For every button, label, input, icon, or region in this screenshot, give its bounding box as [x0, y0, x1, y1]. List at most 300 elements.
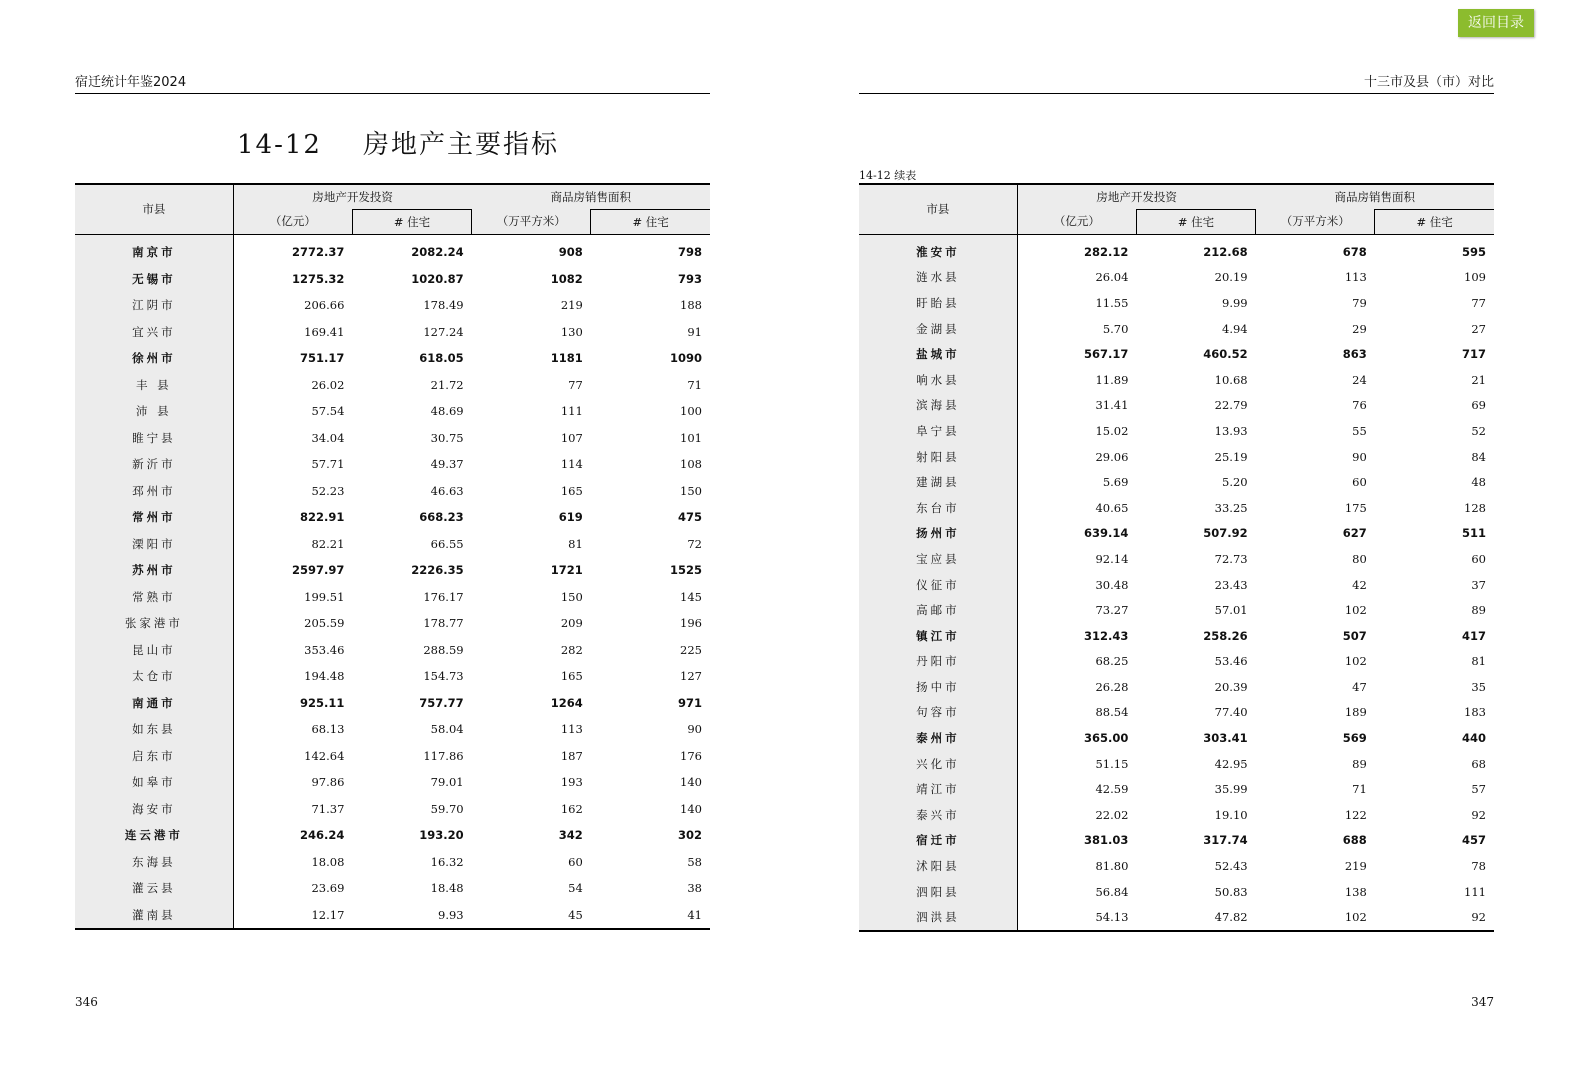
investment-housing-cell: 21.72	[430, 377, 464, 392]
table-row	[75, 610, 710, 637]
table-row	[75, 451, 710, 478]
header-region: 市县	[859, 184, 1017, 235]
investment-housing-cell: 303.41	[1203, 731, 1248, 746]
investment-housing-cell: 1020.87	[411, 271, 464, 286]
region-name-cell: 扬州市	[859, 521, 1017, 547]
sales-area-cell: 165	[560, 669, 583, 684]
investment-cell: 2772.37	[292, 245, 345, 260]
table-row	[859, 367, 1494, 393]
investment-cell: 42.59	[1095, 782, 1129, 797]
region-name-cell: 东台市	[859, 495, 1017, 521]
sales-area-cell: 113	[560, 722, 583, 737]
investment-cell: 639.14	[1084, 526, 1129, 541]
sales-area-housing-cell: 417	[1461, 628, 1486, 643]
sales-area-housing-cell: 511	[1461, 526, 1486, 541]
sales-area-housing-cell: 38	[687, 881, 702, 896]
sales-area-housing-cell: 196	[680, 616, 702, 631]
investment-cell: 822.91	[300, 510, 345, 525]
investment-housing-cell: 30.75	[430, 430, 464, 445]
table-row	[75, 557, 710, 584]
region-name-cell: 镇江市	[859, 623, 1017, 649]
region-name-cell: 仪征市	[859, 572, 1017, 598]
region-name-cell: 溧阳市	[75, 531, 233, 558]
sales-area-cell: 863	[1342, 347, 1367, 362]
investment-housing-cell: 72.73	[1214, 551, 1248, 566]
investment-cell: 26.02	[311, 377, 345, 392]
investment-cell: 26.28	[1095, 679, 1129, 694]
header-sales-area: 商品房销售面积	[472, 184, 710, 210]
investment-cell: 73.27	[1095, 603, 1129, 618]
investment-housing-cell: 127.24	[423, 324, 464, 339]
table-row	[859, 444, 1494, 470]
sales-area-housing-cell: 109	[1464, 270, 1486, 285]
region-name-cell: 宜兴市	[75, 319, 233, 346]
sales-area-housing-cell: 145	[680, 589, 702, 604]
sales-area-cell: 42	[1352, 577, 1367, 592]
table-row	[859, 649, 1494, 675]
sales-area-cell: 47	[1352, 679, 1367, 694]
investment-housing-cell: 23.43	[1214, 577, 1248, 592]
sales-area-cell: 55	[1352, 423, 1367, 438]
table-row	[75, 372, 710, 399]
region-name-cell: 灌南县	[75, 902, 233, 930]
table-row	[75, 235, 710, 266]
sales-area-cell: 209	[560, 616, 583, 631]
investment-cell: 81.80	[1095, 859, 1129, 874]
sales-area-housing-cell: 89	[1471, 603, 1486, 618]
investment-cell: 54.13	[1095, 910, 1129, 925]
investment-cell: 567.17	[1084, 347, 1129, 362]
region-name-cell: 射阳县	[859, 444, 1017, 470]
region-name-cell: 泗洪县	[859, 904, 1017, 931]
region-name-cell: 南京市	[75, 235, 233, 266]
sales-area-housing-cell: 81	[1471, 654, 1486, 669]
investment-housing-cell: 317.74	[1203, 833, 1248, 848]
sales-area-cell: 89	[1352, 756, 1367, 771]
investment-housing-cell: 178.49	[423, 298, 464, 313]
table-row	[75, 822, 710, 849]
investment-cell: 15.02	[1095, 423, 1129, 438]
sales-area-housing-cell: 1090	[669, 351, 702, 366]
investment-housing-cell: 20.19	[1214, 270, 1248, 285]
table-row	[859, 751, 1494, 777]
investment-housing-cell: 35.99	[1214, 782, 1248, 797]
sales-area-housing-cell: 78	[1471, 859, 1486, 874]
investment-housing-cell: 58.04	[430, 722, 464, 737]
running-head-right: 十三市及县（市）对比	[859, 74, 1494, 94]
page-number-left: 346	[75, 995, 98, 1009]
table-row	[859, 265, 1494, 291]
sales-area-cell: 282	[560, 642, 583, 657]
table-row	[859, 341, 1494, 367]
sales-area-cell: 342	[558, 828, 583, 843]
sales-area-housing-cell: 35	[1471, 679, 1486, 694]
region-name-cell: 句容市	[859, 700, 1017, 726]
sales-area-housing-cell: 57	[1471, 782, 1486, 797]
table-right	[859, 183, 1494, 932]
sales-area-cell: 80	[1352, 551, 1367, 566]
table-row	[75, 531, 710, 558]
table-row	[75, 849, 710, 876]
region-name-cell: 建湖县	[859, 469, 1017, 495]
header-housing-2: # 住宅	[591, 210, 710, 235]
table-row	[859, 623, 1494, 649]
sales-area-housing-cell: 111	[1464, 884, 1486, 899]
sales-area-housing-cell: 176	[680, 748, 702, 763]
investment-housing-cell: 52.43	[1214, 859, 1248, 874]
investment-cell: 169.41	[304, 324, 345, 339]
sales-area-cell: 102	[1344, 654, 1367, 669]
table-row	[859, 674, 1494, 700]
investment-cell: 381.03	[1084, 833, 1129, 848]
investment-cell: 52.23	[311, 483, 345, 498]
region-name-cell: 兴化市	[859, 751, 1017, 777]
table-left	[75, 183, 710, 930]
sales-area-housing-cell: 798	[677, 245, 702, 260]
page-title: 14-12 房地产主要指标	[237, 130, 560, 160]
sales-area-housing-cell: 72	[687, 536, 702, 551]
investment-cell: 40.65	[1095, 500, 1129, 515]
investment-housing-cell: 4.94	[1222, 321, 1248, 336]
table-left-body	[75, 235, 710, 930]
sales-area-housing-cell: 225	[680, 642, 702, 657]
sales-area-cell: 162	[560, 801, 583, 816]
investment-cell: 12.17	[311, 907, 345, 922]
sales-area-housing-cell: 101	[680, 430, 702, 445]
investment-housing-cell: 49.37	[430, 457, 464, 472]
region-name-cell: 灌云县	[75, 875, 233, 902]
region-name-cell: 泗阳县	[859, 879, 1017, 905]
region-name-cell: 金湖县	[859, 316, 1017, 342]
header-investment-unit: （亿元）	[1017, 210, 1136, 235]
sales-area-housing-cell: 92	[1471, 910, 1486, 925]
investment-housing-cell: 618.05	[419, 351, 464, 366]
sales-area-cell: 76	[1352, 398, 1367, 413]
table-row	[859, 776, 1494, 802]
table-row	[75, 716, 710, 743]
region-name-cell: 苏州市	[75, 557, 233, 584]
sales-area-housing-cell: 457	[1461, 833, 1486, 848]
region-name-cell: 沛 县	[75, 398, 233, 425]
sales-area-housing-cell: 595	[1461, 244, 1486, 259]
sales-area-housing-cell: 140	[680, 775, 702, 790]
table-row	[859, 597, 1494, 623]
header-sales-unit: （万平方米）	[1256, 210, 1375, 235]
investment-cell: 142.64	[304, 748, 345, 763]
table-row	[859, 393, 1494, 419]
sales-area-cell: 1264	[550, 695, 583, 710]
sales-area-cell: 54	[568, 881, 583, 896]
header-region: 市县	[75, 184, 233, 235]
investment-housing-cell: 507.92	[1203, 526, 1248, 541]
table-row	[75, 743, 710, 770]
sales-area-housing-cell: 188	[680, 298, 702, 313]
investment-housing-cell: 25.19	[1214, 449, 1248, 464]
investment-housing-cell: 59.70	[430, 801, 464, 816]
sales-area-cell: 569	[1342, 731, 1367, 746]
table-row	[859, 904, 1494, 931]
sales-area-housing-cell: 128	[1464, 500, 1486, 515]
table-right-body	[859, 235, 1494, 932]
sales-area-housing-cell: 21	[1471, 372, 1486, 387]
investment-cell: 82.21	[311, 536, 345, 551]
investment-housing-cell: 50.83	[1214, 884, 1248, 899]
header-housing: # 住宅	[1136, 210, 1255, 235]
sales-area-cell: 193	[560, 775, 583, 790]
region-name-cell: 无锡市	[75, 266, 233, 293]
region-name-cell: 丰 县	[75, 372, 233, 399]
region-name-cell: 泰州市	[859, 725, 1017, 751]
sales-area-cell: 165	[560, 483, 583, 498]
table-row	[859, 290, 1494, 316]
investment-housing-cell: 757.77	[419, 695, 464, 710]
region-name-cell: 沭阳县	[859, 853, 1017, 879]
region-name-cell: 靖江市	[859, 776, 1017, 802]
region-name-cell: 邳州市	[75, 478, 233, 505]
region-name-cell: 盱眙县	[859, 290, 1017, 316]
sales-area-cell: 77	[568, 377, 583, 392]
investment-cell: 22.02	[1095, 807, 1129, 822]
investment-housing-cell: 117.86	[423, 748, 464, 763]
region-name-cell: 昆山市	[75, 637, 233, 664]
investment-cell: 206.66	[304, 298, 345, 313]
investment-housing-cell: 460.52	[1203, 347, 1248, 362]
investment-housing-cell: 16.32	[430, 854, 464, 869]
region-name-cell: 睢宁县	[75, 425, 233, 452]
sales-area-cell: 81	[568, 536, 583, 551]
continuation-label: 14-12 续表	[859, 169, 917, 182]
table-row	[75, 690, 710, 717]
table-row	[75, 266, 710, 293]
sales-area-housing-cell: 1525	[669, 563, 702, 578]
investment-cell: 751.17	[300, 351, 345, 366]
region-name-cell: 涟水县	[859, 265, 1017, 291]
investment-housing-cell: 258.26	[1203, 628, 1248, 643]
investment-cell: 88.54	[1095, 705, 1129, 720]
table-row	[75, 875, 710, 902]
region-name-cell: 启东市	[75, 743, 233, 770]
sales-area-cell: 113	[1344, 270, 1367, 285]
sales-area-cell: 908	[558, 245, 583, 260]
investment-cell: 365.00	[1084, 731, 1129, 746]
region-name-cell: 常州市	[75, 504, 233, 531]
header-sales-area: 商品房销售面积	[1256, 184, 1494, 210]
sales-area-housing-cell: 793	[677, 271, 702, 286]
investment-housing-cell: 79.01	[430, 775, 464, 790]
region-name-cell: 高邮市	[859, 597, 1017, 623]
region-name-cell: 连云港市	[75, 822, 233, 849]
header-housing-2: # 住宅	[1375, 210, 1494, 235]
region-name-cell: 阜宁县	[859, 418, 1017, 444]
investment-housing-cell: 42.95	[1214, 756, 1248, 771]
page-number-right: 347	[1471, 995, 1494, 1009]
investment-housing-cell: 77.40	[1214, 705, 1248, 720]
table-row	[75, 425, 710, 452]
investment-cell: 30.48	[1095, 577, 1129, 592]
region-name-cell: 海安市	[75, 796, 233, 823]
sales-area-housing-cell: 48	[1471, 475, 1486, 490]
sales-area-housing-cell: 69	[1471, 398, 1486, 413]
sales-area-housing-cell: 90	[687, 722, 702, 737]
investment-cell: 282.12	[1084, 244, 1129, 259]
sales-area-cell: 60	[1352, 475, 1367, 490]
investment-housing-cell: 18.48	[430, 881, 464, 896]
region-name-cell: 南通市	[75, 690, 233, 717]
investment-cell: 97.86	[311, 775, 345, 790]
investment-housing-cell: 9.99	[1222, 295, 1248, 310]
investment-housing-cell: 13.93	[1214, 423, 1248, 438]
investment-housing-cell: 53.46	[1214, 654, 1248, 669]
sales-area-cell: 107	[560, 430, 583, 445]
table-row	[75, 478, 710, 505]
table-row	[75, 637, 710, 664]
investment-cell: 199.51	[304, 589, 345, 604]
investment-housing-cell: 46.63	[430, 483, 464, 498]
region-name-cell: 宝应县	[859, 546, 1017, 572]
sales-area-housing-cell: 108	[680, 457, 702, 472]
investment-housing-cell: 176.17	[423, 589, 464, 604]
table-row	[75, 663, 710, 690]
investment-cell: 2597.97	[292, 563, 345, 578]
investment-cell: 57.71	[311, 457, 345, 472]
sales-area-housing-cell: 58	[687, 854, 702, 869]
region-name-cell: 常熟市	[75, 584, 233, 611]
investment-cell: 312.43	[1084, 628, 1129, 643]
region-name-cell: 江阴市	[75, 292, 233, 319]
investment-cell: 23.69	[311, 881, 345, 896]
sales-area-cell: 187	[560, 748, 583, 763]
sales-area-cell: 1082	[550, 271, 583, 286]
table-row	[75, 796, 710, 823]
sales-area-cell: 90	[1352, 449, 1367, 464]
investment-housing-cell: 668.23	[419, 510, 464, 525]
investment-housing-cell: 154.73	[423, 669, 464, 684]
investment-cell: 5.70	[1102, 321, 1129, 336]
region-name-cell: 泰兴市	[859, 802, 1017, 828]
region-name-cell: 东海县	[75, 849, 233, 876]
sales-area-housing-cell: 440	[1461, 731, 1486, 746]
sales-area-housing-cell: 92	[1471, 807, 1486, 822]
table-row	[75, 319, 710, 346]
header-sales-unit: （万平方米）	[472, 210, 591, 235]
sales-area-housing-cell: 302	[677, 828, 702, 843]
investment-housing-cell: 66.55	[430, 536, 464, 551]
sales-area-cell: 60	[568, 854, 583, 869]
sales-area-housing-cell: 71	[687, 377, 702, 392]
table-row	[859, 802, 1494, 828]
sales-area-cell: 1181	[550, 351, 583, 366]
table-row	[859, 879, 1494, 905]
investment-cell: 68.25	[1095, 654, 1129, 669]
sales-area-housing-cell: 127	[680, 669, 702, 684]
investment-housing-cell: 48.69	[430, 404, 464, 419]
sales-area-cell: 678	[1342, 244, 1367, 259]
table-row	[859, 521, 1494, 547]
table-row	[859, 546, 1494, 572]
investment-cell: 57.54	[311, 404, 345, 419]
region-name-cell: 如皋市	[75, 769, 233, 796]
region-name-cell: 淮安市	[859, 235, 1017, 265]
investment-cell: 353.46	[304, 642, 345, 657]
region-name-cell: 太仓市	[75, 663, 233, 690]
investment-cell: 56.84	[1095, 884, 1129, 899]
sales-area-cell: 130	[560, 324, 583, 339]
table-row	[859, 700, 1494, 726]
investment-cell: 68.13	[311, 722, 345, 737]
sales-area-cell: 24	[1352, 372, 1367, 387]
sales-area-cell: 688	[1342, 833, 1367, 848]
table-row	[75, 902, 710, 930]
investment-housing-cell: 212.68	[1203, 244, 1248, 259]
sales-area-cell: 150	[560, 589, 583, 604]
sales-area-housing-cell: 77	[1471, 295, 1486, 310]
investment-housing-cell: 2082.24	[411, 245, 464, 260]
sales-area-cell: 111	[560, 404, 583, 419]
investment-cell: 1275.32	[292, 271, 345, 286]
investment-cell: 11.89	[1095, 372, 1129, 387]
investment-cell: 34.04	[311, 430, 345, 445]
sales-area-housing-cell: 52	[1471, 423, 1486, 438]
table-row	[75, 504, 710, 531]
investment-housing-cell: 193.20	[419, 828, 464, 843]
sales-area-housing-cell: 68	[1471, 756, 1486, 771]
sales-area-housing-cell: 971	[677, 695, 702, 710]
header-investment-unit: （亿元）	[233, 210, 352, 235]
investment-cell: 925.11	[300, 695, 345, 710]
sales-area-cell: 627	[1342, 526, 1367, 541]
sales-area-cell: 1721	[550, 563, 583, 578]
investment-housing-cell: 57.01	[1214, 603, 1248, 618]
sales-area-cell: 102	[1344, 910, 1367, 925]
table-row	[859, 316, 1494, 342]
investment-housing-cell: 22.79	[1214, 398, 1248, 413]
investment-housing-cell: 47.82	[1214, 910, 1248, 925]
investment-cell: 71.37	[311, 801, 345, 816]
sales-area-cell: 219	[560, 298, 583, 313]
table-row	[859, 725, 1494, 751]
investment-cell: 205.59	[304, 616, 345, 631]
sales-area-housing-cell: 183	[1464, 705, 1486, 720]
region-name-cell: 响水县	[859, 367, 1017, 393]
investment-housing-cell: 33.25	[1214, 500, 1248, 515]
table-row	[859, 235, 1494, 265]
sales-area-cell: 29	[1352, 321, 1367, 336]
investment-housing-cell: 20.39	[1214, 679, 1248, 694]
sales-area-housing-cell: 41	[687, 907, 702, 922]
back-to-contents-button[interactable]: 返回目录	[1458, 9, 1534, 37]
table-row	[75, 398, 710, 425]
sales-area-housing-cell: 100	[680, 404, 702, 419]
region-name-cell: 新沂市	[75, 451, 233, 478]
sales-area-cell: 219	[1344, 859, 1367, 874]
investment-cell: 246.24	[300, 828, 345, 843]
region-name-cell: 扬中市	[859, 674, 1017, 700]
sales-area-cell: 102	[1344, 603, 1367, 618]
investment-cell: 31.41	[1095, 398, 1129, 413]
investment-housing-cell: 9.93	[438, 907, 464, 922]
investment-housing-cell: 178.77	[423, 616, 464, 631]
table-row	[859, 495, 1494, 521]
sales-area-housing-cell: 717	[1461, 347, 1486, 362]
investment-cell: 194.48	[304, 669, 345, 684]
sales-area-housing-cell: 140	[680, 801, 702, 816]
investment-cell: 51.15	[1095, 756, 1129, 771]
investment-housing-cell: 10.68	[1214, 372, 1248, 387]
sales-area-cell: 619	[558, 510, 583, 525]
sales-area-housing-cell: 84	[1471, 449, 1486, 464]
region-name-cell: 如东县	[75, 716, 233, 743]
investment-housing-cell: 19.10	[1214, 807, 1248, 822]
